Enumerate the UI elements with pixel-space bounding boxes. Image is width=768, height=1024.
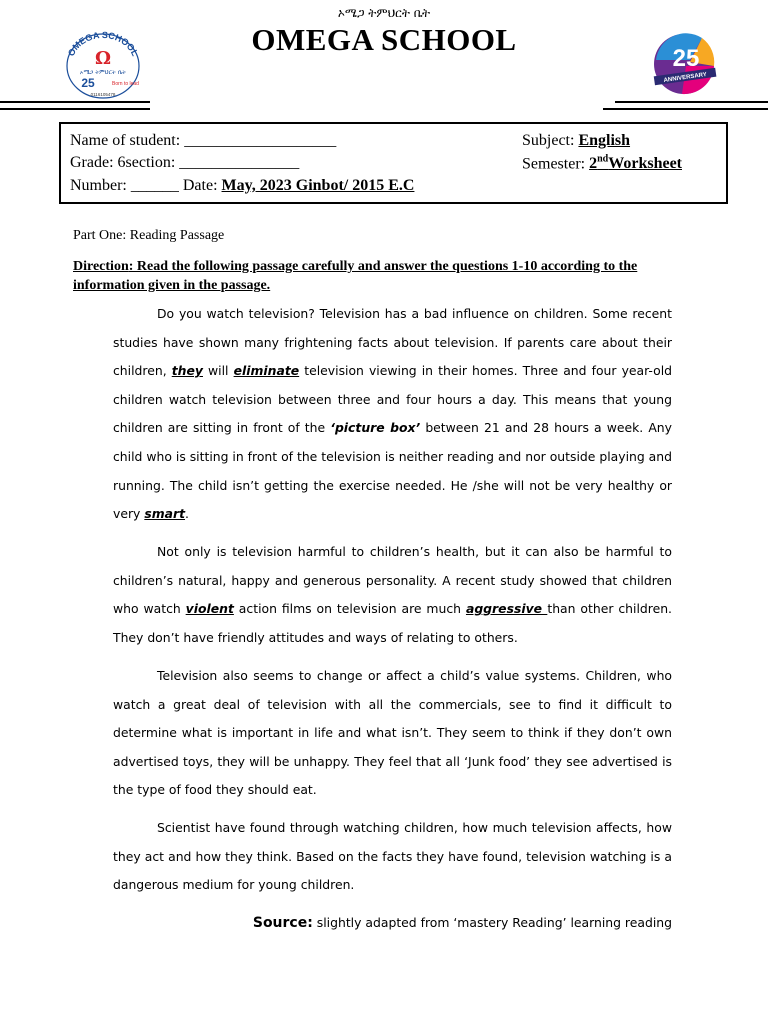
semester-value: 2ndWorksheet	[589, 154, 682, 173]
logo-amharic-text: ኦሜጋ ትምህርት ቤት	[79, 69, 127, 76]
source-citation: Source: slightly adapted from ‘mastery Reading’ learning reading	[252, 915, 672, 931]
anniversary-badge	[642, 30, 726, 98]
omega-symbol: Ω	[94, 48, 112, 69]
grade-field: Grade: 6section: _______________	[70, 154, 300, 171]
keyword-they: they	[171, 363, 203, 379]
number-blank: ______	[130, 177, 179, 194]
logo-ring-text: OMEGA SCHOOL	[65, 30, 141, 58]
keyword-aggressive: aggressive	[465, 601, 548, 617]
passage-paragraph-1: Do you watch television? Television has a bad influence on children. Some recent studies have shown many frightening facts about television. If parents care about their children, they will eliminate television viewing in their homes. Three and four year-old children watch television between three and four hours a day. This means that young children are sitting in front of the ‘picture box’ between 21 and 28 hours a week. Any child who is sitting in front of the television is neither reading and nor outside playing and running. The child isn’t getting the exercise needed. He /she will not be very healthy or very smart.	[113, 306, 673, 522]
keyword-violent: violent	[185, 601, 234, 617]
number-date-field: Number: ______ Date: May, 2023 Ginbot/ 2015 E.C	[70, 177, 415, 194]
passage-paragraph-4: Scientist have found through watching children, how much television affects, how they act and how they think. Based on the facts they have found, television watching is a dangerous medium for young children.	[113, 820, 672, 893]
passage-paragraph-2: Not only is television harmful to children’s health, but it can also be harmful to children’s natural, happy and generous personality. A recent study showed that children who watch violent action films on television are much aggressive than other children. They don’t have friendly attitudes and ways of relating to others.	[113, 544, 672, 645]
header-rule	[615, 101, 768, 103]
logo-motto: Born to lead	[112, 81, 139, 87]
badge-ribbon-text: ANNIVERSARY	[663, 71, 708, 84]
school-logo	[62, 30, 144, 100]
part-one-heading: Part One: Reading Passage	[73, 228, 225, 243]
keyword-eliminate: eliminate	[233, 363, 300, 379]
logo-phone: 0116105478	[90, 92, 116, 97]
badge-number: 25	[672, 45, 700, 72]
student-info-box	[59, 122, 728, 204]
student-name-field: Name of student: ___________________	[70, 132, 337, 149]
student-name-blank: ___________________	[184, 132, 337, 149]
direction-text: Direction: Read the following passage carefully and answer the questions 1-10 according to the information given in the passage.	[73, 259, 638, 293]
semester-field: Semester: 2ndWorksheet	[522, 154, 682, 173]
keyword-smart: smart	[144, 506, 186, 522]
header-rule	[0, 101, 150, 103]
subject-field: Subject: English	[522, 132, 631, 149]
passage-paragraph-3: Television also seems to change or affect a child’s value systems. Children, who watch a great deal of television with all the commercials, see to find it difficult to determine what is important in life and what isn’t. They seem to think if they don’t own advertised toys, they will be unhappy. They feel that all ‘Junk food’ they see advertised is the type of food they should eat.	[113, 668, 672, 798]
school-title: OMEGA SCHOOL	[251, 22, 517, 57]
school-name-amharic: ኦሜጋ ትምህርት ቤት	[337, 6, 431, 20]
logo-number: 25	[81, 76, 95, 90]
keyword-picture-box: ‘picture box’	[330, 420, 421, 436]
grade-blank: _______________	[179, 154, 300, 171]
header-rule	[0, 108, 150, 110]
date-value: May, 2023 Ginbot/ 2015 E.C	[221, 177, 415, 194]
subject-value: English	[578, 132, 631, 149]
header-rule	[603, 108, 768, 110]
